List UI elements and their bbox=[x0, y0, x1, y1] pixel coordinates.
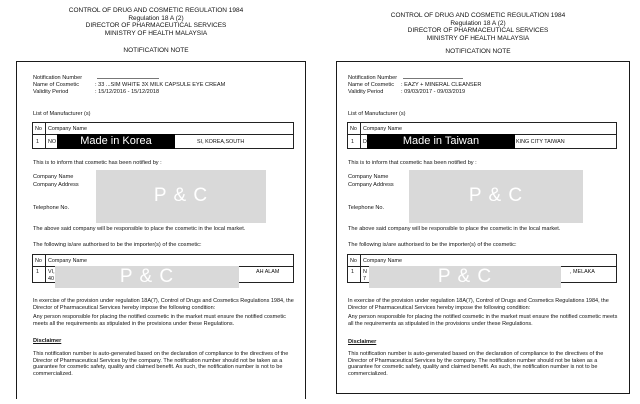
col-no-header: No bbox=[35, 258, 42, 264]
label-importers: The following is/are authorised to be the importer(s) of the cosmetic: bbox=[33, 242, 202, 248]
label-list-of-manufacturer: List of Manufacturer (s) bbox=[348, 111, 406, 117]
header-line-4: MINISTRY OF HEALTH MALAYSIA bbox=[426, 34, 530, 42]
disclaimer-text: This notification number is auto-generated based on the declaration of compliance to the directives of the Director of Pharmaceutical Services by the company. The notification number should not be taken as a guarantee for cosmetic safety, quality and claimed benefit. As such, the notification number is not to be commercialized. bbox=[33, 351, 289, 377]
importer-prefix-line2: 7 bbox=[363, 276, 366, 282]
para-exercise: In exercise of the provision under regulation 18A(7), Control of Drugs and Cosmetics Regulations 1984, the Director of Pharmaceutical Services hereby impose the following condition: bbox=[348, 298, 609, 311]
origin-label: Made in Taiwan bbox=[367, 134, 515, 149]
company-redaction bbox=[409, 170, 583, 223]
header-line-4: MINISTRY OF HEALTH MALAYSIA bbox=[104, 29, 208, 37]
col-no-header: No bbox=[350, 126, 357, 132]
manufacturer-no: 1 bbox=[36, 139, 39, 145]
col-company-header: Company Name bbox=[48, 258, 87, 264]
label-validity-period: Validity Period bbox=[33, 89, 69, 95]
para-exercise: In exercise of the provision under regulation 18A(7), Control of Drugs and Cosmetics Regulations 1984, the Director of Pharmaceutical Services hereby impose the following condition: bbox=[33, 298, 294, 311]
manufacturer-prefix: D bbox=[363, 139, 367, 145]
notification-card bbox=[16, 61, 306, 399]
notification-number-value bbox=[97, 76, 159, 79]
table-divider bbox=[360, 123, 361, 148]
origin-label: Made in Korea bbox=[57, 134, 175, 149]
label-informed: This is to inform that cosmetic has been notified by : bbox=[348, 160, 477, 166]
label-responsible: The above said company will be responsible to place the cosmetic in the local market. bbox=[348, 226, 561, 232]
col-company-header: Company Name bbox=[363, 258, 402, 264]
label-name-of-cosmetic: Name of Cosmetic bbox=[33, 82, 80, 88]
label-company-name: Company Name bbox=[33, 174, 74, 180]
para-responsible: Any person responsible for placing the notified cosmetic in the market must ensure the notified cosmetic meets all the requirements as stipulated in the provisions under these Regulations. bbox=[348, 314, 618, 327]
validity-value: : 09/03/2017 - 09/03/2019 bbox=[401, 89, 466, 95]
importer-no: 1 bbox=[351, 269, 354, 275]
table-divider bbox=[45, 123, 46, 148]
col-company-header: Company Name bbox=[363, 126, 402, 132]
cosmetic-name-value: : EAZY + MINERAL CLEANSER bbox=[401, 82, 482, 88]
header-block bbox=[322, 12, 634, 42]
validity-value: : 15/12/2016 - 15/12/2018 bbox=[95, 89, 160, 95]
header-line-3: DIRECTOR OF PHARMACEUTICAL SERVICES bbox=[85, 22, 227, 30]
label-telephone: Telephone No. bbox=[33, 205, 70, 211]
disclaimer-title: Disclaimer bbox=[348, 339, 377, 345]
col-no-header: No bbox=[350, 258, 357, 264]
label-telephone: Telephone No. bbox=[348, 205, 385, 211]
company-redaction bbox=[96, 170, 266, 223]
label-list-of-manufacturer: List of Manufacturer (s) bbox=[33, 111, 91, 117]
importer-prefix: VI, bbox=[48, 269, 55, 275]
notification-note-left bbox=[0, 0, 312, 404]
manufacturer-no: 1 bbox=[351, 139, 354, 145]
notification-card bbox=[336, 61, 630, 394]
para-responsible: Any person responsible for placing the notified cosmetic in the market must ensure the notified cosmetic meets all the requirements as stipulated in the provisions under these Regulations. bbox=[33, 314, 286, 327]
header-line-1: CONTROL OF DRUG AND COSMETIC REGULATION 1984 bbox=[68, 7, 244, 14]
col-no-header: No bbox=[35, 126, 42, 132]
importer-prefix-line2: 40 bbox=[48, 276, 54, 282]
label-company-name: Company Name bbox=[348, 174, 389, 180]
importer-suffix: , MELAKA bbox=[570, 269, 595, 275]
manufacturer-prefix: NO bbox=[48, 139, 57, 145]
notification-number-value bbox=[403, 76, 463, 79]
watermark-importer: P & C bbox=[119, 266, 175, 287]
importer-redaction bbox=[369, 266, 561, 288]
watermark-importer: P & C bbox=[437, 266, 493, 287]
manufacturer-suffix: SI, KOREA,SOUTH bbox=[197, 139, 245, 145]
header-line-2: Regulation 18 A (2) bbox=[128, 14, 184, 22]
cosmetic-name-value: : 33 ...SIM WHITE 3X MILK CAPSULE EYE CREAM bbox=[95, 82, 226, 88]
header-line-3: DIRECTOR OF PHARMACEUTICAL SERVICES bbox=[407, 27, 549, 35]
importer-no: 1 bbox=[36, 269, 39, 275]
header-block bbox=[0, 7, 312, 37]
disclaimer-text: This notification number is auto-generated based on the declaration of compliance to the directives of the Director of Pharmaceutical Services by the company. The notification number should not be taken as a guarantee for cosmetic safety, quality and claimed benefit. As such, the notification number is not to be commercialized. bbox=[348, 351, 604, 377]
manufacturer-suffix: KING CITY TAIWAN bbox=[516, 139, 565, 145]
note-title: NOTIFICATION NOTE bbox=[123, 47, 189, 54]
watermark-company: P & C bbox=[468, 185, 524, 206]
col-company-header: Company Name bbox=[48, 126, 87, 132]
label-notification-number: Notification Number bbox=[348, 75, 398, 81]
label-responsible: The above said company will be responsible to place the cosmetic in the local market. bbox=[33, 226, 246, 232]
notification-note-right bbox=[322, 0, 634, 404]
label-company-address: Company Address bbox=[33, 182, 79, 188]
importer-suffix: AH ALAM bbox=[256, 269, 280, 275]
header-line-2: Regulation 18 A (2) bbox=[450, 19, 506, 27]
header-line-1: CONTROL OF DRUG AND COSMETIC REGULATION 1984 bbox=[390, 12, 566, 19]
table-divider bbox=[45, 255, 46, 282]
label-importers: The following is/are authorised to be the importer(s) of the cosmetic: bbox=[348, 242, 517, 248]
importer-prefix: N bbox=[363, 269, 367, 275]
label-notification-number: Notification Number bbox=[33, 75, 83, 81]
watermark-company: P & C bbox=[153, 185, 209, 206]
disclaimer-title: Disclaimer bbox=[33, 338, 62, 344]
label-company-address: Company Address bbox=[348, 182, 394, 188]
label-informed: This is to inform that cosmetic has been notified by : bbox=[33, 160, 162, 166]
importer-redaction bbox=[55, 266, 239, 288]
label-validity-period: Validity Period bbox=[348, 89, 384, 95]
label-name-of-cosmetic: Name of Cosmetic bbox=[348, 82, 395, 88]
note-title: NOTIFICATION NOTE bbox=[445, 48, 511, 55]
table-divider bbox=[360, 255, 361, 282]
